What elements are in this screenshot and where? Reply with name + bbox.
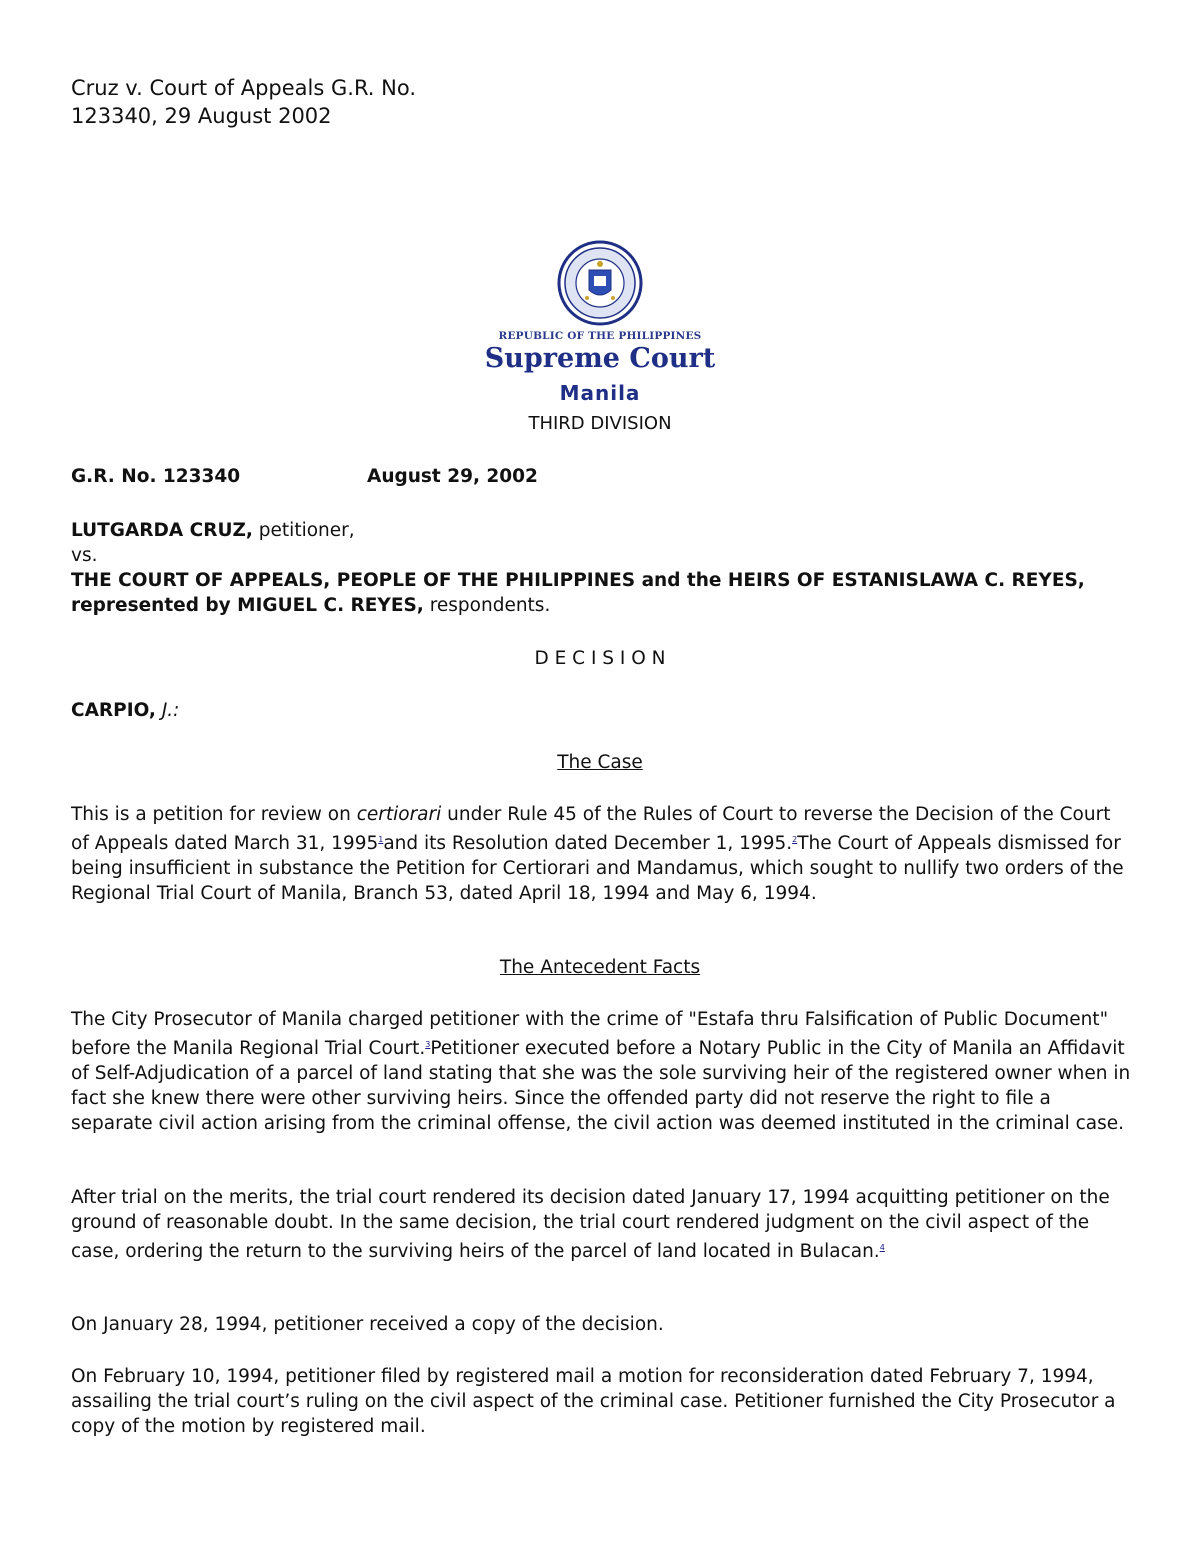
division-label: THIRD DIVISION [528,413,672,434]
ponente-title: J.: [155,700,180,721]
petitioner-line [71,518,1133,543]
footnote-link-2[interactable]: 2 [792,835,798,844]
document-title [71,74,591,130]
paragraph-3 [71,1185,1133,1264]
ponente-name: CARPIO, [71,700,156,721]
parties [71,518,1133,618]
p2-text-b: Petitioner executed before a Notary Public in the City of Manila an Affidavit of Self-Adjudication of a parcel of land stating that she was the sole surviving heir of the registered owner when in fact she knew there were other surviving heirs. Since the offended party did not reserve the right to file a separate civil action arising from the criminal offense, the civil action was deemed instituted in the criminal case. [71,1038,1131,1135]
paragraph-2 [71,1007,1133,1136]
section-heading-facts [0,955,1200,980]
paragraph-5: On February 10, 1994, petitioner filed by registered mail a motion for reconsideration dated February 7, 1994, assailing the trial court’s ruling on the civil aspect of the criminal case. Petitioner furnished the City Prosecutor a copy of the motion by registered mail. [71,1366,1116,1437]
case-heading-text: The Case [557,752,643,773]
ponente-line [71,698,1133,723]
respondents-names: THE COURT OF APPEALS, PEOPLE OF THE PHILIPPINES and the HEIRS OF ESTANISLAWA C. REYES, represented by MIGUEL C. REYES, [71,570,1085,616]
title-line-2: 123340, 29 August 2002 [71,104,332,128]
p1-text-b: under Rule 45 of the Rules of Court to reverse the Decision of the Court of Appeals dated March 31, 1995 [71,804,1111,855]
p1-italic: certiorari [356,804,442,825]
title-line-1: Cruz v. Court of Appeals G.R. No. [71,76,417,100]
p2-text-a: The City Prosecutor of Manila charged petitioner with the crime of "Estafa thru Falsification of Public Document" before the Manila Regional Trial Court. [71,1009,1109,1060]
facts-heading-text: The Antecedent Facts [499,957,701,978]
respondents-line [71,568,1133,618]
seal-city: Manila [559,381,641,405]
footnote-link-4[interactable]: 4 [879,1243,885,1252]
seal-icon [557,240,643,326]
p1-text-c: and its Resolution dated December 1, 1995. [383,833,793,855]
petitioner-role: petitioner, [252,520,355,541]
versus: vs. [71,545,98,566]
case-number-line [71,464,1133,489]
seal-republic-label: REPUBLIC OF THE PHILIPPINES [498,330,702,342]
gr-number: G.R. No. 123340 [71,466,241,487]
paragraph-1 [71,802,1133,906]
paragraph-4: On January 28, 1994, petitioner received a copy of the decision. [71,1314,664,1335]
section-heading-case [0,750,1200,775]
footnote-link-3[interactable]: 3 [425,1040,431,1049]
decision-heading: D E C I S I O N [534,648,666,669]
p3-text-a: After trial on the merits, the trial court rendered its decision dated January 17, 1994 acquitting petitioner on the ground of reasonable doubt. In the same decision, the trial court rendered judgment on the civil aspect of the case, ordering the return to the surviving heirs of the parcel of land located in Bulacan. [71,1187,1110,1263]
respondents-role: respondents. [423,595,551,616]
p1-text-a: This is a petition for review on [71,804,357,825]
footnote-link-1[interactable]: 1 [378,835,384,844]
p1-text-d: The Court of Appeals dismissed for being insufficient in substance the Petition for Certiorari and Mandamus, which sought to nullify two orders of the Regional Trial Court of Manila, Branch 53, dated April 18, 1994 and May 6, 1994. [71,833,1124,905]
supreme-court-seal [0,240,1200,326]
case-date: August 29, 2002 [367,466,538,487]
petitioner-name: LUTGARDA CRUZ, [71,520,253,541]
seal-court-name: Supreme Court [484,343,716,374]
